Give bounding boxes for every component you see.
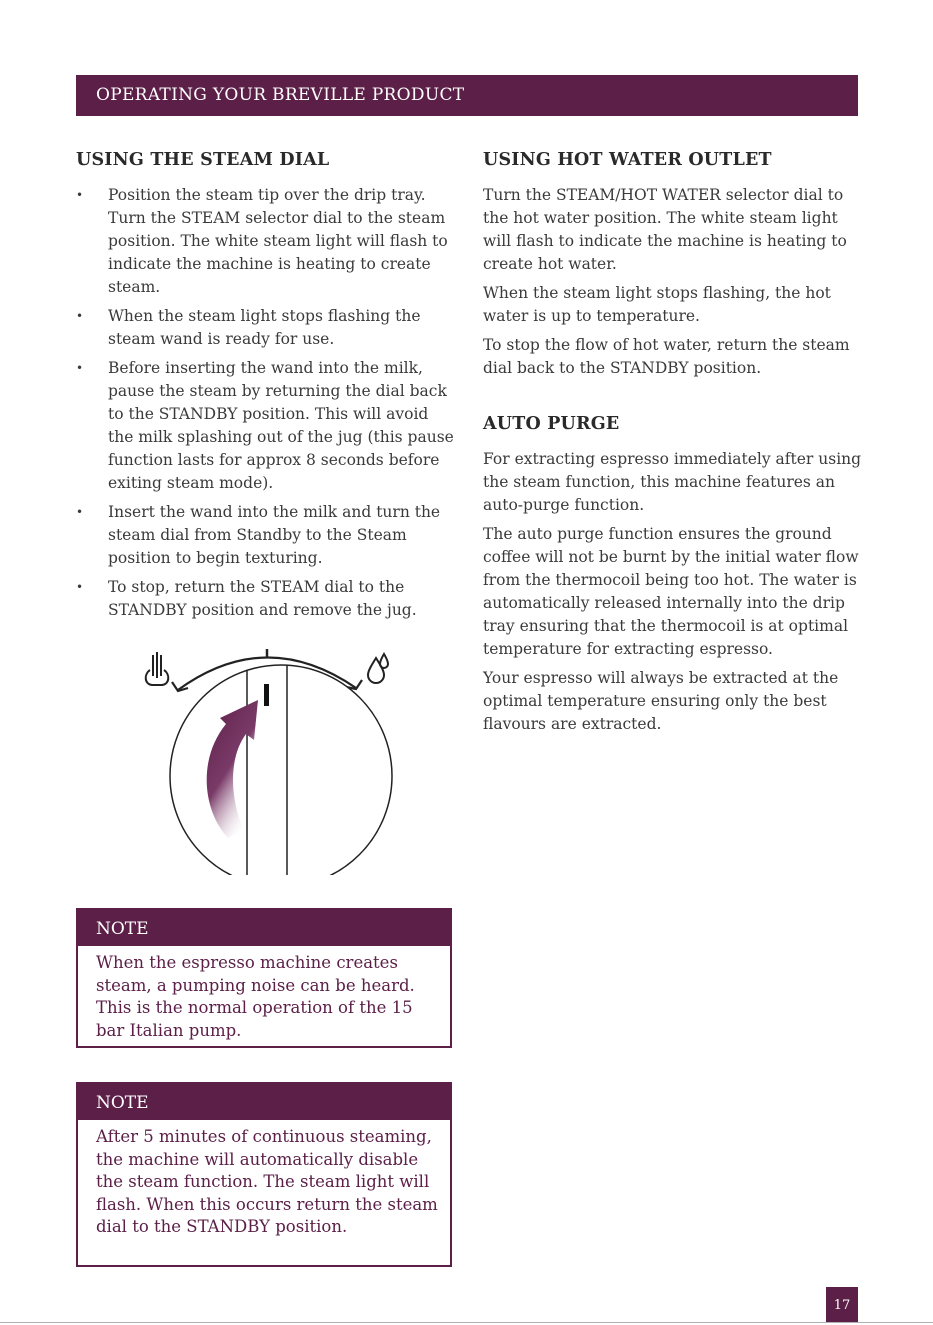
hot-water-heading: USING HOT WATER OUTLET xyxy=(483,150,772,170)
note-text: After 5 minutes of continuous steaming, the machine will automatically disable the steam function. The steam light will flash. When this occurs return the steam dial to the STANDBY position. xyxy=(96,1127,438,1236)
section-banner xyxy=(76,75,858,116)
steam-dial-section xyxy=(76,150,456,628)
hot-water-section xyxy=(483,150,863,742)
paragraph: When the steam light stops flashing, the hot water is up to temperature. xyxy=(483,284,831,325)
steam-icon xyxy=(146,652,169,685)
list-item: • Insert the wand into the milk and turn the steam dial from Standby to the Steam position to begin texturing. xyxy=(76,503,441,567)
note-title: NOTE xyxy=(78,1084,450,1120)
paragraph: Turn the STEAM/HOT WATER selector dial to the hot water position. The white steam light will flash to indicate the machine is heating to create hot water. xyxy=(483,186,847,273)
steam-dial-bullets xyxy=(76,184,456,622)
list-item: • When the steam light stops flashing the steam wand is ready for use. xyxy=(76,307,421,348)
note-box-auto-disable xyxy=(76,1082,452,1267)
list-item: • To stop, return the STEAM dial to the STANDBY position and remove the jug. xyxy=(76,578,417,619)
water-drop-icon xyxy=(368,654,388,683)
paragraph: The auto purge function ensures the ground coffee will not be burnt by the initial water flow from the thermocoil being too hot. The water is automatically released internally into the drip tray ensuring that the thermocoil is at optimal temperature for extracting espresso. xyxy=(483,525,859,658)
note-box-pump xyxy=(76,908,452,1048)
list-item: • Before inserting the wand into the milk, pause the steam by returning the dial back to the STANDBY position. This will avoid the milk splashing out of the jug (this pause function lasts for approx 8 seconds before exiting steam mode). xyxy=(76,359,454,492)
paragraph: To stop the flow of hot water, return the steam dial back to the STANDBY position. xyxy=(483,336,850,377)
bullet-icon: • xyxy=(76,188,84,202)
bullet-icon: • xyxy=(76,505,84,519)
banner-title: OPERATING YOUR BREVILLE PRODUCT xyxy=(96,85,465,105)
note-title: NOTE xyxy=(78,910,450,946)
dial-diagram xyxy=(140,640,400,875)
steam-dial-illustration xyxy=(140,640,400,875)
bullet-icon: • xyxy=(76,309,84,323)
paragraph: For extracting espresso immediately after using the steam function, this machine features an auto-purge function. xyxy=(483,450,862,514)
paragraph: Your espresso will always be extracted at the optimal temperature ensuring only the best flavours are extracted. xyxy=(483,669,839,733)
note-text: When the espresso machine creates steam, a pumping noise can be heard. This is the normal operation of the 15 bar Italian pump. xyxy=(96,953,415,1040)
steam-dial-heading: USING THE STEAM DIAL xyxy=(76,150,330,170)
page-number: 17 xyxy=(826,1287,858,1323)
bullet-icon: • xyxy=(76,361,84,375)
page-divider xyxy=(0,1322,933,1323)
bullet-icon: • xyxy=(76,580,84,594)
list-item: • Position the steam tip over the drip tray. Turn the STEAM selector dial to the steam position. The white steam light will flash to indicate the machine is heating to create steam. xyxy=(76,186,448,296)
auto-purge-heading: AUTO PURGE xyxy=(483,414,620,434)
